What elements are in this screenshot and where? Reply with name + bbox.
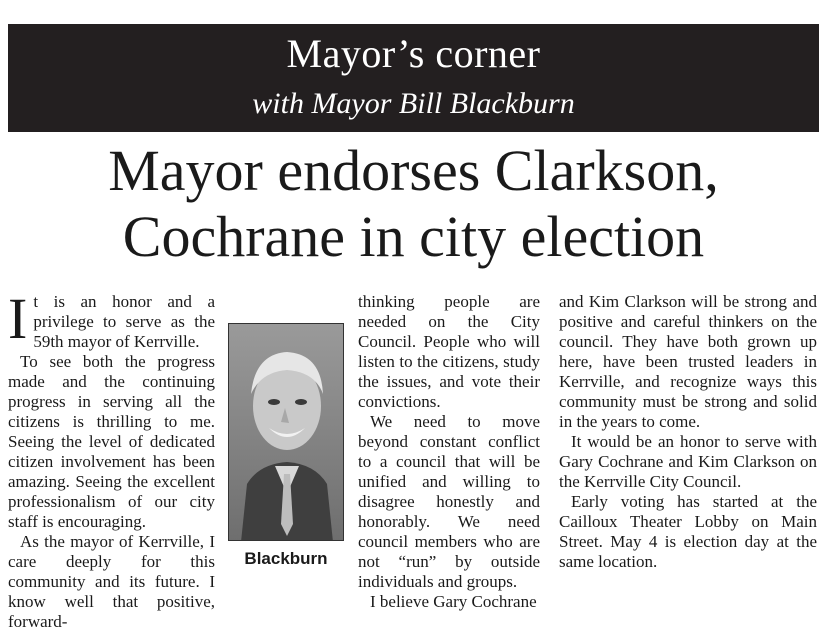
mayor-portrait-photo xyxy=(228,323,344,541)
article-paragraph xyxy=(8,286,215,352)
article-paragraph: thinking people are needed on the City Council. People who will listen to the citizens, study the issues, and vote their convictions. xyxy=(358,292,540,411)
headline-line-1: Mayor endorses Clarkson, xyxy=(108,138,719,203)
headline-line-2: Cochrane in city election xyxy=(122,204,705,269)
portrait-illustration xyxy=(229,324,344,541)
column-banner xyxy=(8,24,819,132)
article-paragraph: Early voting has started at the Cailloux Theater Lobby on Main Street. May 4 is election day at the same location. xyxy=(559,492,817,571)
photo-caption: Blackburn xyxy=(244,549,328,568)
article-paragraph: We need to move beyond constant conflict to a council that will be unified and willing to disagree honestly and honorably. We need council members who are not “run” by outside individuals and groups. xyxy=(358,412,540,591)
article-paragraph: As the mayor of Kerrville, I care deeply for this community and its future. I know well that positive, forward- xyxy=(8,532,215,631)
article-paragraph: I believe Gary Cochrane xyxy=(370,592,537,611)
column-title: Mayor’s corner xyxy=(286,31,541,76)
article-paragraph: To see both the progress made and the continuing progress in serving all the citizens is thrilling to me. Seeing the level of dedicated citizen involvement has been amazing. Seeing the excellent professionalism of our city staff is encouraging. xyxy=(8,352,215,531)
paragraph-text: t is an honor and a privilege to serve as the 59th mayor of Kerrville. xyxy=(33,292,215,351)
article-paragraph: and Kim Clarkson will be strong and positive and careful thinkers on the council. They have both grown up here, have been trusted leaders in Kerrville, and recognize ways this community must be strong and solid in the years to come. xyxy=(559,292,817,431)
drop-cap: I xyxy=(8,286,28,351)
article-column-1 xyxy=(8,286,215,632)
photo-block xyxy=(228,323,344,608)
column-byline: with Mayor Bill Blackburn xyxy=(252,87,575,120)
headline xyxy=(8,138,819,270)
article-column-3 xyxy=(559,292,817,572)
article-column-2 xyxy=(214,292,540,612)
article-paragraph: It would be an honor to serve with Gary Cochrane and Kim Clarkson on the Kerrville City Council. xyxy=(559,432,817,491)
